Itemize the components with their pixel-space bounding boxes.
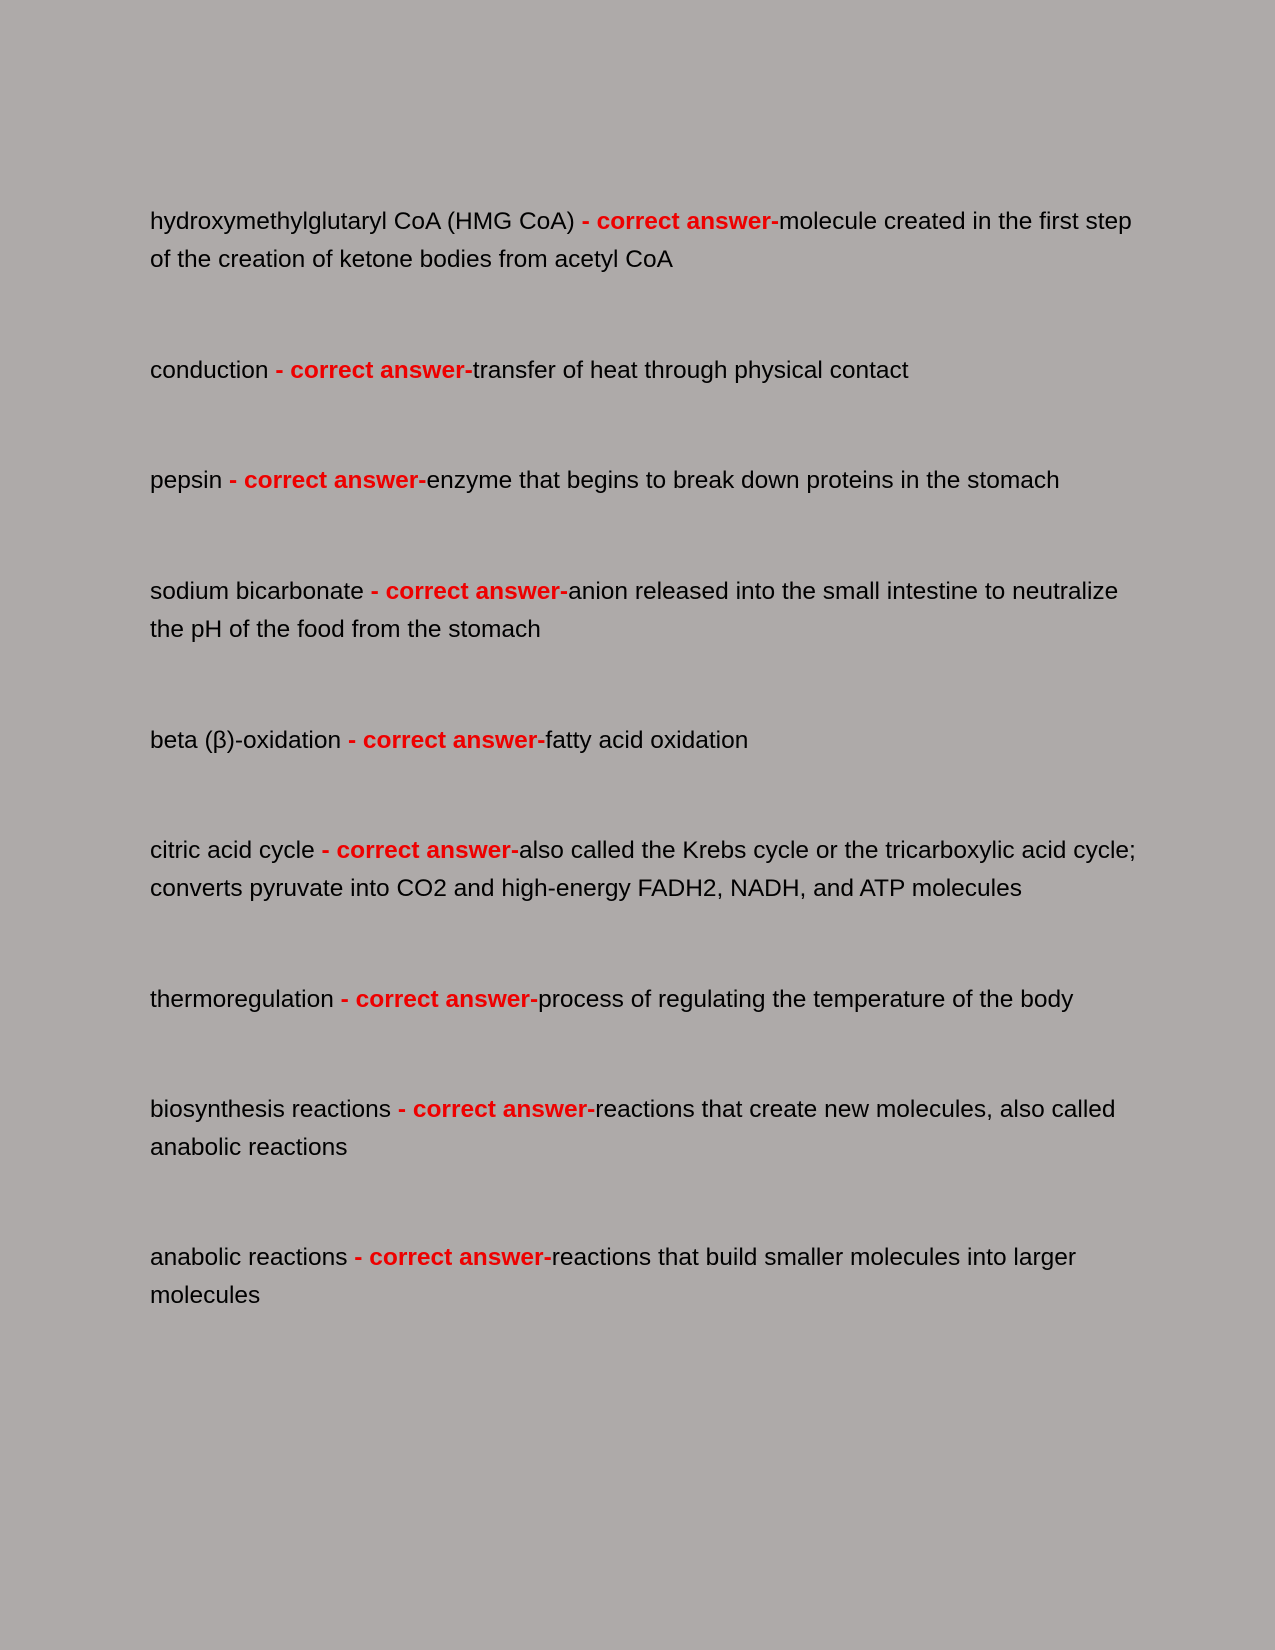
flashcard-entry [150,1239,1140,1315]
entry-term: biosynthesis reactions [150,1096,392,1123]
answer-separator: - correct answer- [321,837,519,864]
answer-separator: - correct answer- [397,1096,596,1123]
entry-term: beta (β)-oxidation [150,727,342,754]
document-page [150,203,1140,1315]
entry-term: hydroxymethylglutaryl CoA (HMG CoA) [150,208,575,235]
flashcard-entry [150,573,1140,649]
answer-separator: - correct answer- [370,578,569,605]
answer-separator: - correct answer- [229,467,427,494]
flashcard-entry [150,203,1140,279]
entry-term: pepsin [150,467,223,494]
entry-definition: molecule created in the first step of the creation of ketone bodies from acetyl CoA [150,208,1132,273]
flashcard-entry [150,832,1140,908]
entry-definition: reactions that build smaller molecules into larger molecules [150,1244,1077,1309]
answer-separator: - correct answer- [347,727,546,754]
answer-separator: - correct answer- [354,1244,552,1271]
entry-term: anabolic reactions [150,1244,348,1271]
flashcard-entry [150,1091,1140,1167]
flashcard-entry [150,722,1140,760]
entry-term: conduction [150,357,269,384]
entry-definition: fatty acid oxidation [545,727,749,754]
entry-term: thermoregulation [150,986,334,1013]
flashcard-entry [150,352,1140,390]
answer-separator: - correct answer- [275,357,473,384]
entry-definition: also called the Krebs cycle or the tricarboxylic acid cycle; converts pyruvate into CO2 and high-energy FADH2, NADH, and ATP molecules [150,837,1136,902]
entry-definition: anion released into the small intestine to neutralize the pH of the food from the stomach [150,578,1119,643]
flashcard-entry [150,981,1140,1019]
entry-term: sodium bicarbonate [150,578,364,605]
entry-definition: enzyme that begins to break down proteins in the stomach [426,467,1060,494]
entry-term: citric acid cycle [150,837,315,864]
entry-definition: transfer of heat through physical contact [472,357,909,384]
flashcard-entry [150,462,1140,500]
answer-separator: - correct answer- [340,986,539,1013]
answer-separator: - correct answer- [581,208,780,235]
entry-definition: reactions that create new molecules, also called anabolic reactions [150,1096,1116,1161]
entry-definition: process of regulating the temperature of the body [538,986,1074,1013]
